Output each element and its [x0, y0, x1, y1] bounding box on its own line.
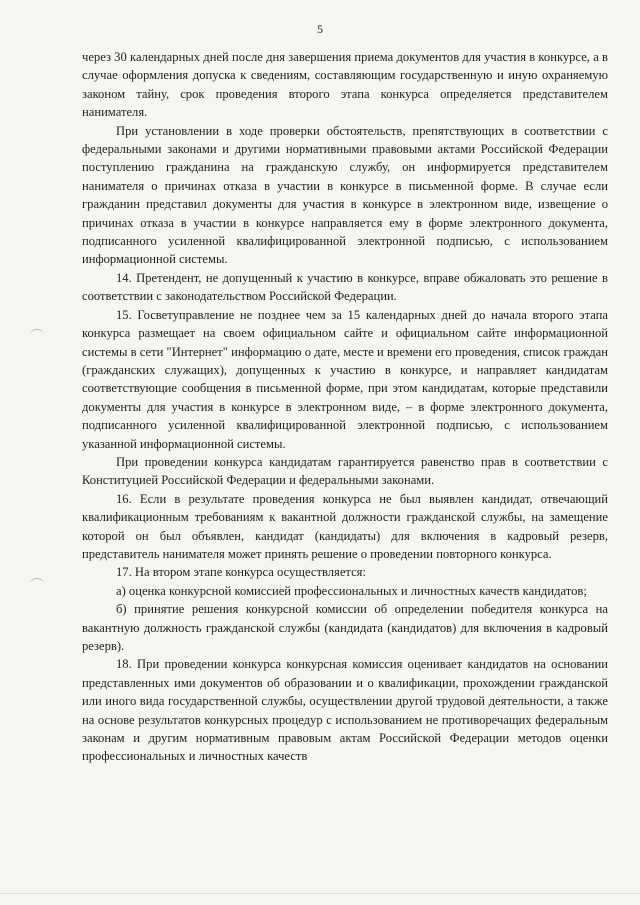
- paragraph: через 30 календарных дней после дня завершения приема документов для участия в конкурсе, а в случае оформления допуска к сведениям, составляющим государственную и иную охраняемую законом тайну, срок проведения второго этапа конкурса определяется представителем нанимателя.: [82, 50, 608, 120]
- page-bottom-edge: [0, 893, 640, 894]
- page-number: 5: [317, 22, 323, 36]
- paragraph-item-14: 14. Претендент, не допущенный к участию в конкурсе, вправе обжаловать это решение в соответствии с законодательством Российской Федерации.: [82, 270, 608, 304]
- paragraph-item-16: 16. Если в результате проведения конкурса не был выявлен кандидат, отвечающий квалификационным требованиям к вакантной должности гражданской службы, на замещение которой он был объявлен, кандидат (кандидаты) для включения в кадровый резерв, представитель нанимателя может принять решение о проведении повторного конкурса.: [82, 491, 608, 561]
- paragraph-item-17: 17. На втором этапе конкурса осуществляется:: [116, 565, 366, 580]
- paragraph-item-15: 15. Госветуправление не позднее чем за 15 календарных дней до начала второго этапа конкурса размещает на своем официальном сайте и официальном сайте информационной системы в сети "Интернет" информацию о дате, месте и времени его проведения, список граждан (гражданских служащих), допущенных к участию в конкурсе, и направляет кандидатам соответствующие сообщения в письменной форме, при этом кандидатам, которые представили документы для участия в конкурсе в электронном виде, – в форме электронного документа, подписанного усиленной квалифицированной электронной подписью, с использованием указанной информационной системы.: [82, 307, 608, 451]
- document-body: [82, 48, 608, 766]
- paragraph: При проведении конкурса кандидатам гарантируется равенство прав в соответствии с Конституцией Российской Федерации и федеральными законами.: [82, 454, 608, 488]
- paragraph-item-18: 18. При проведении конкурса конкурсная комиссия оценивает кандидатов на основании представленных ими документов об образовании и о квалификации, прохождении гражданской или иного вида государственной службы, осуществлении другой трудовой деятельности, а также на основе результатов конкурсных процедур с использованием не противоречащих федеральным законам и другим нормативным правовым актам Российской Федерации методов оценки профессиональных и личностных качеств: [82, 657, 608, 764]
- paragraph: При установлении в ходе проверки обстоятельств, препятствующих в соответствии с федеральными законами и другими нормативными правовыми актами Российской Федерации поступлению гражданина на гражданскую службу, он информируется представителем нанимателя о причинах отказа в участии в конкурсе в письменной форме. В случае если гражданин представил документы для участия в конкурсе в электронном виде, извещение о причинах отказа в участии в конкурсе направляется ему в форме электронного документа, подписанного усиленной квалифицированной электронной подписью, с использованием информационной системы.: [82, 123, 608, 267]
- paragraph-subitem-a: а) оценка конкурсной комиссией профессиональных и личностных качеств кандидатов;: [116, 583, 587, 598]
- paragraph-subitem-b: б) принятие решения конкурсной комиссии об определении победителя конкурса на вакантную должность гражданской службы (кандидата (кандидатов) для включения в кадровый резерв).: [82, 602, 608, 653]
- punch-hole-mark: [30, 329, 44, 340]
- punch-hole-mark: [30, 578, 44, 589]
